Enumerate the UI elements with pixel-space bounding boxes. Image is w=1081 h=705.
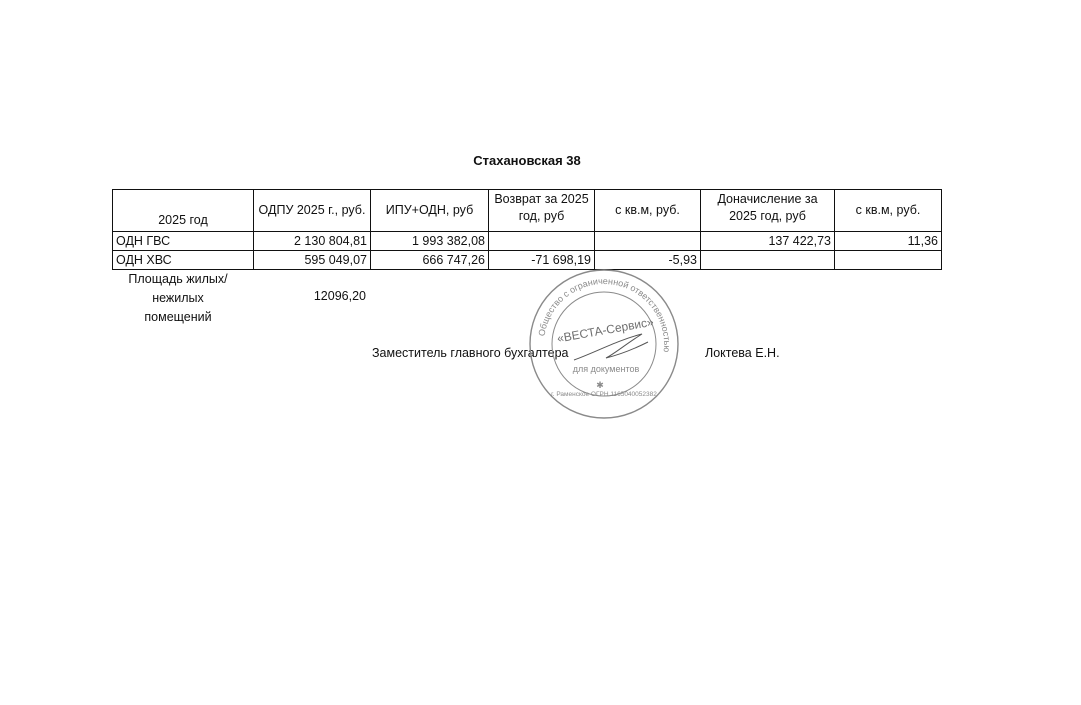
signatory-name: Локтева Е.Н. <box>705 346 780 360</box>
odpu-value: 595 049,07 <box>254 251 371 270</box>
refund-value <box>489 232 595 251</box>
stamp-ring-text: Общество с ограниченной ответственностью <box>536 275 673 353</box>
table-header-row <box>113 190 942 232</box>
refund-per-sqm-value <box>595 232 701 251</box>
row-label: ОДН ГВС <box>113 232 254 251</box>
column-header-odpu: ОДПУ 2025 г., руб. <box>254 190 371 232</box>
column-header-surcharge-per-sqm: с кв.м, руб. <box>835 190 942 232</box>
refund-per-sqm-value: -5,93 <box>595 251 701 270</box>
surcharge-value: 137 422,73 <box>701 232 835 251</box>
document-title: Стахановская 38 <box>473 153 581 168</box>
table-row <box>113 232 942 251</box>
column-header-year: 2025 год <box>113 190 254 232</box>
odpu-value: 2 130 804,81 <box>254 232 371 251</box>
area-label: Площадь жилых/нежилых помещений <box>128 272 228 324</box>
stamp-purpose: для документов <box>572 364 640 374</box>
column-header-surcharge: Доначисление за 2025 год, руб <box>701 190 835 232</box>
stamp-company-name: «ВЕСТА-Сервис» <box>556 314 655 346</box>
table-row <box>113 251 942 270</box>
surcharge-per-sqm-value: 11,36 <box>835 232 942 251</box>
signatory-role: Заместитель главного бухгалтера <box>372 346 569 360</box>
column-header-refund: Возврат за 2025 год, руб <box>489 190 595 232</box>
ipu-odn-value: 666 747,26 <box>371 251 489 270</box>
column-header-ipu-odn: ИПУ+ОДН, руб <box>371 190 489 232</box>
stamp-star-icon: ✱ <box>596 380 604 390</box>
area-value: 12096,20 <box>313 289 366 303</box>
company-stamp <box>522 268 686 420</box>
accruals-table <box>112 189 942 270</box>
ipu-odn-value: 1 993 382,08 <box>371 232 489 251</box>
row-label: ОДН ХВС <box>113 251 254 270</box>
surcharge-value <box>701 251 835 270</box>
stamp-bottom-text: г. Раменское ОГРН 1165040052382 <box>551 391 657 398</box>
refund-value: -71 698,19 <box>489 251 595 270</box>
column-header-refund-per-sqm: с кв.м, руб. <box>595 190 701 232</box>
surcharge-per-sqm-value <box>835 251 942 270</box>
